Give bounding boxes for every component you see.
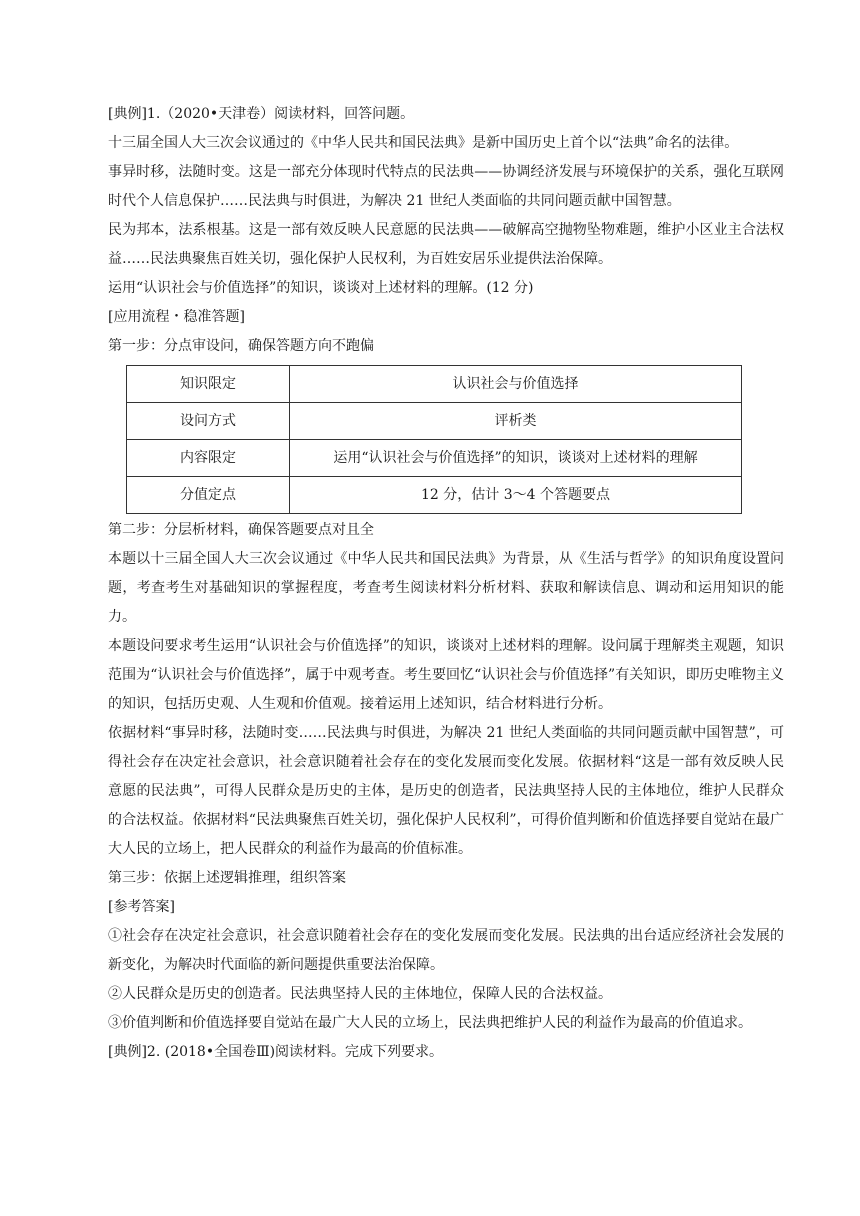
material-para-2: 事异时移，法随时变。这是一部充分体现时代特点的民法典——协调经济发展与环境保护的关系，强化互联网时代个人信息保护……民法典与时俱进，为解决 21 世纪人类面临的共同问题贡献中国智慧。 — [108, 164, 784, 209]
step3-heading: 第三步：依据上述逻辑推理，组织答案 — [108, 870, 346, 886]
table-key: 分值定点 — [127, 477, 290, 514]
table-value: 评析类 — [290, 403, 742, 440]
document-page — [108, 100, 784, 1067]
analysis-para-2: 本题设问要求考生运用“认识社会与价值选择”的知识，谈谈对上述材料的理解。设问属于理解类主观题，知识范围为“认识社会与价值选择”，属于中观考查。考生要回忆“认识社会与价值选择”有关知识，即历史唯物主义的知识，包括历史观、人生观和价值观。接着运用上述知识，结合材料进行分析。 — [108, 638, 784, 712]
example1-header: [典例]1.（2020•天津卷）阅读材料，回答问题。 — [108, 106, 415, 122]
table-key: 知识限定 — [127, 366, 290, 403]
material-para-3: 民为邦本，法系根基。这是一部有效反映人民意愿的民法典——破解高空抛物坠物难题，维护小区业主合法权益……民法典聚焦百姓关切，强化保护人民权利，为百姓安居乐业提供法治保障。 — [108, 222, 784, 267]
analysis-para-3: 依据材料“事异时移，法随时变……民法典与时俱进，为解决 21 世纪人类面临的共同问题贡献中国智慧”，可得社会存在决定社会意识，社会意识随着社会存在的变化发展而变化发展。依据材料“这是一部有效反映人民意愿的民法典”，可得人民群众是历史的主体，是历史的创造者，民法典坚持人民的主体地位，维护人民群众的合法权益。依据材料“民法典聚焦百姓关切，强化保护人民权利”，可得价值判断和价值选择要自觉站在最广大人民的立场上，把人民群众的利益作为最高的价值标准。 — [108, 725, 784, 857]
table-row — [127, 366, 742, 403]
answer-title: [参考答案] — [108, 899, 175, 915]
table-value: 运用“认识社会与价值选择”的知识，谈谈对上述材料的理解 — [290, 440, 742, 477]
answer-point-2: ②人民群众是历史的创造者。民法典坚持人民的主体地位，保障人民的合法权益。 — [108, 986, 612, 1002]
table-row — [127, 403, 742, 440]
example2-header: [典例]2. (2018•全国卷Ⅲ)阅读材料。完成下列要求。 — [108, 1044, 444, 1060]
material-para-1: 十三届全国人大三次会议通过的《中华人民共和国民法典》是新中国历史上首个以“法典”命名的法律。 — [108, 135, 739, 151]
flow-title: [应用流程・稳准答题] — [108, 309, 245, 325]
table-value: 认识社会与价值选择 — [290, 366, 742, 403]
answer-point-1: ①社会存在决定社会意识，社会意识随着社会存在的变化发展而变化发展。民法典的出台适应经济社会发展的新变化，为解决时代面临的新问题提供重要法治保障。 — [108, 928, 784, 973]
step1-heading: 第一步：分点审设问，确保答题方向不跑偏 — [108, 338, 374, 354]
step2-heading: 第二步：分层析材料，确保答题要点对且全 — [108, 522, 374, 538]
table-key: 内容限定 — [127, 440, 290, 477]
table-row — [127, 440, 742, 477]
analysis-para-1: 本题以十三届全国人大三次会议通过《中华人民共和国民法典》为背景，从《生活与哲学》的知识角度设置问题，考查考生对基础知识的掌握程度，考查考生阅读材料分析材料、获取和解读信息、调动和运用知识的能力。 — [108, 551, 784, 625]
table-row — [127, 477, 742, 514]
table-key: 设问方式 — [127, 403, 290, 440]
answer-point-3: ③价值判断和价值选择要自觉站在最广大人民的立场上，民法典把维护人民的利益作为最高的价值追求。 — [108, 1015, 752, 1031]
table-value: 12 分，估计 3～4 个答题要点 — [290, 477, 742, 514]
question-analysis-table — [126, 365, 742, 514]
question-text: 运用“认识社会与价值选择”的知识，谈谈对上述材料的理解。(12 分) — [108, 280, 534, 296]
